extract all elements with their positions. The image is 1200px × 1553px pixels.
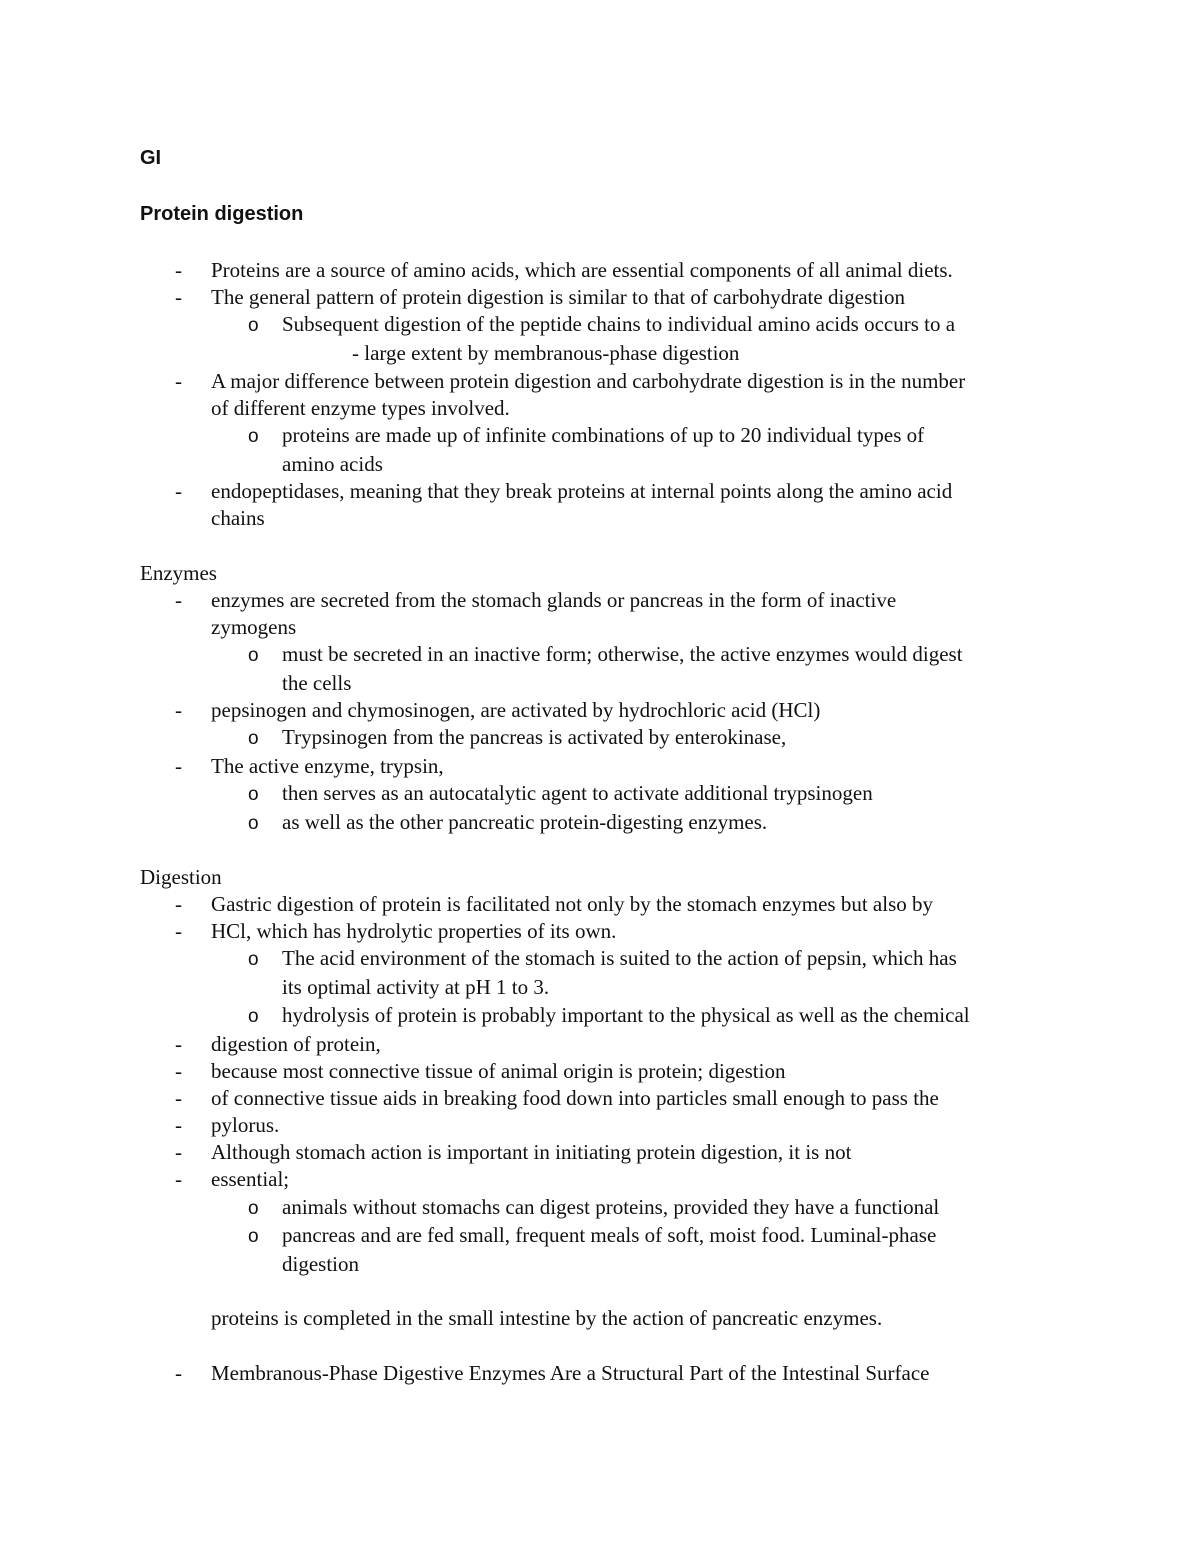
bullet-text: essential; — [211, 1167, 290, 1191]
sub-bullet-text-continuation: its optimal activity at pH 1 to 3. — [282, 975, 550, 999]
sub-bullet-text: animals without stomachs can digest proteins, provided they have a functional — [282, 1195, 940, 1219]
bullet-text: HCl, which has hydrolytic properties of its own. — [211, 919, 617, 943]
bullet-text: enzymes are secreted from the stomach glands or pancreas in the form of inactive — [211, 588, 897, 612]
sub-bullet-text: The acid environment of the stomach is suited to the action of pepsin, which has — [282, 946, 957, 970]
bullet-marker: - — [175, 1059, 182, 1083]
bullet-text: pylorus. — [211, 1113, 280, 1137]
bullet-marker: - — [175, 754, 182, 778]
sub-bullet-text-continuation: amino acids — [282, 452, 383, 476]
bullet-text: because most connective tissue of animal origin is protein; digestion — [211, 1059, 786, 1083]
section-heading-protein-digestion: Protein digestion — [140, 203, 304, 225]
document-title: GI — [140, 147, 162, 169]
sub-bullet-text: as well as the other pancreatic protein-digesting enzymes. — [282, 810, 768, 834]
bullet-text: endopeptidases, meaning that they break proteins at internal points along the amino acid — [211, 479, 953, 503]
bullet-marker: - — [175, 1361, 182, 1385]
bullet-marker: - — [175, 479, 182, 503]
sub-bullet-text-continuation: digestion — [282, 1252, 359, 1276]
sub-bullet-text: Subsequent digestion of the peptide chains to individual amino acids occurs to a — [282, 312, 956, 336]
paragraph-text: proteins is completed in the small intestine by the action of pancreatic enzymes. — [211, 1306, 883, 1330]
sub-bullet-text: hydrolysis of protein is probably important to the physical as well as the chemical — [282, 1003, 970, 1027]
sub-bullet-marker: o — [248, 949, 259, 970]
sub-bullet-text-continuation: the cells — [282, 671, 352, 695]
bullet-marker: - — [175, 892, 182, 916]
bullet-text-continuation: zymogens — [211, 615, 297, 639]
bullet-marker: - — [175, 1032, 182, 1056]
bullet-marker: - — [175, 258, 182, 282]
bullet-marker: - — [175, 1167, 182, 1191]
bullet-text: digestion of protein, — [211, 1032, 381, 1056]
bullet-marker: - — [175, 1113, 182, 1137]
bullet-marker: - — [175, 1086, 182, 1110]
bullet-marker: - — [175, 369, 182, 393]
sub-bullet-marker: o — [248, 813, 259, 834]
sub-bullet-marker: o — [248, 1006, 259, 1027]
sub-bullet-marker: o — [248, 1226, 259, 1247]
bullet-text: Proteins are a source of amino acids, which are essential components of all animal diets. — [211, 258, 953, 282]
sub-bullet-marker: o — [248, 784, 259, 805]
sub-bullet-marker: o — [248, 728, 259, 749]
bullet-text-continuation: chains — [211, 506, 265, 530]
sub-bullet-text: must be secreted in an inactive form; otherwise, the active enzymes would digest — [282, 642, 963, 666]
bullet-marker: - — [175, 698, 182, 722]
bullet-text-continuation: of different enzyme types involved. — [211, 396, 510, 420]
bullet-marker: - — [175, 919, 182, 943]
bullet-text: The general pattern of protein digestion is similar to that of carbohydrate digestion — [211, 285, 905, 309]
bullet-text: A major difference between protein digestion and carbohydrate digestion is in the number — [211, 369, 966, 393]
sub-bullet-text: pancreas and are fed small, frequent meals of soft, moist food. Luminal-phase — [282, 1223, 937, 1247]
sub-bullet-marker: o — [248, 645, 259, 666]
nested-bullet-text: - large extent by membranous-phase digestion — [352, 341, 740, 365]
bullet-text: Membranous-Phase Digestive Enzymes Are a Structural Part of the Intestinal Surface — [211, 1361, 930, 1385]
bullet-marker: - — [175, 1140, 182, 1164]
bullet-text: Gastric digestion of protein is facilitated not only by the stomach enzymes but also by — [211, 892, 934, 916]
bullet-text: of connective tissue aids in breaking food down into particles small enough to pass the — [211, 1086, 939, 1110]
section-heading-enzymes: Enzymes — [140, 561, 217, 585]
sub-bullet-marker: o — [248, 315, 259, 336]
bullet-text: The active enzyme, trypsin, — [211, 754, 444, 778]
sub-bullet-text: Trypsinogen from the pancreas is activated by enterokinase, — [282, 725, 787, 749]
bullet-marker: - — [175, 285, 182, 309]
section-heading-digestion: Digestion — [140, 865, 222, 889]
sub-bullet-text: then serves as an autocatalytic agent to activate additional trypsinogen — [282, 781, 873, 805]
sub-bullet-marker: o — [248, 1198, 259, 1219]
bullet-text: pepsinogen and chymosinogen, are activated by hydrochloric acid (HCl) — [211, 698, 821, 722]
sub-bullet-text: proteins are made up of infinite combinations of up to 20 individual types of — [282, 423, 925, 447]
bullet-text: Although stomach action is important in initiating protein digestion, it is not — [211, 1140, 852, 1164]
bullet-marker: - — [175, 588, 182, 612]
sub-bullet-marker: o — [248, 426, 259, 447]
